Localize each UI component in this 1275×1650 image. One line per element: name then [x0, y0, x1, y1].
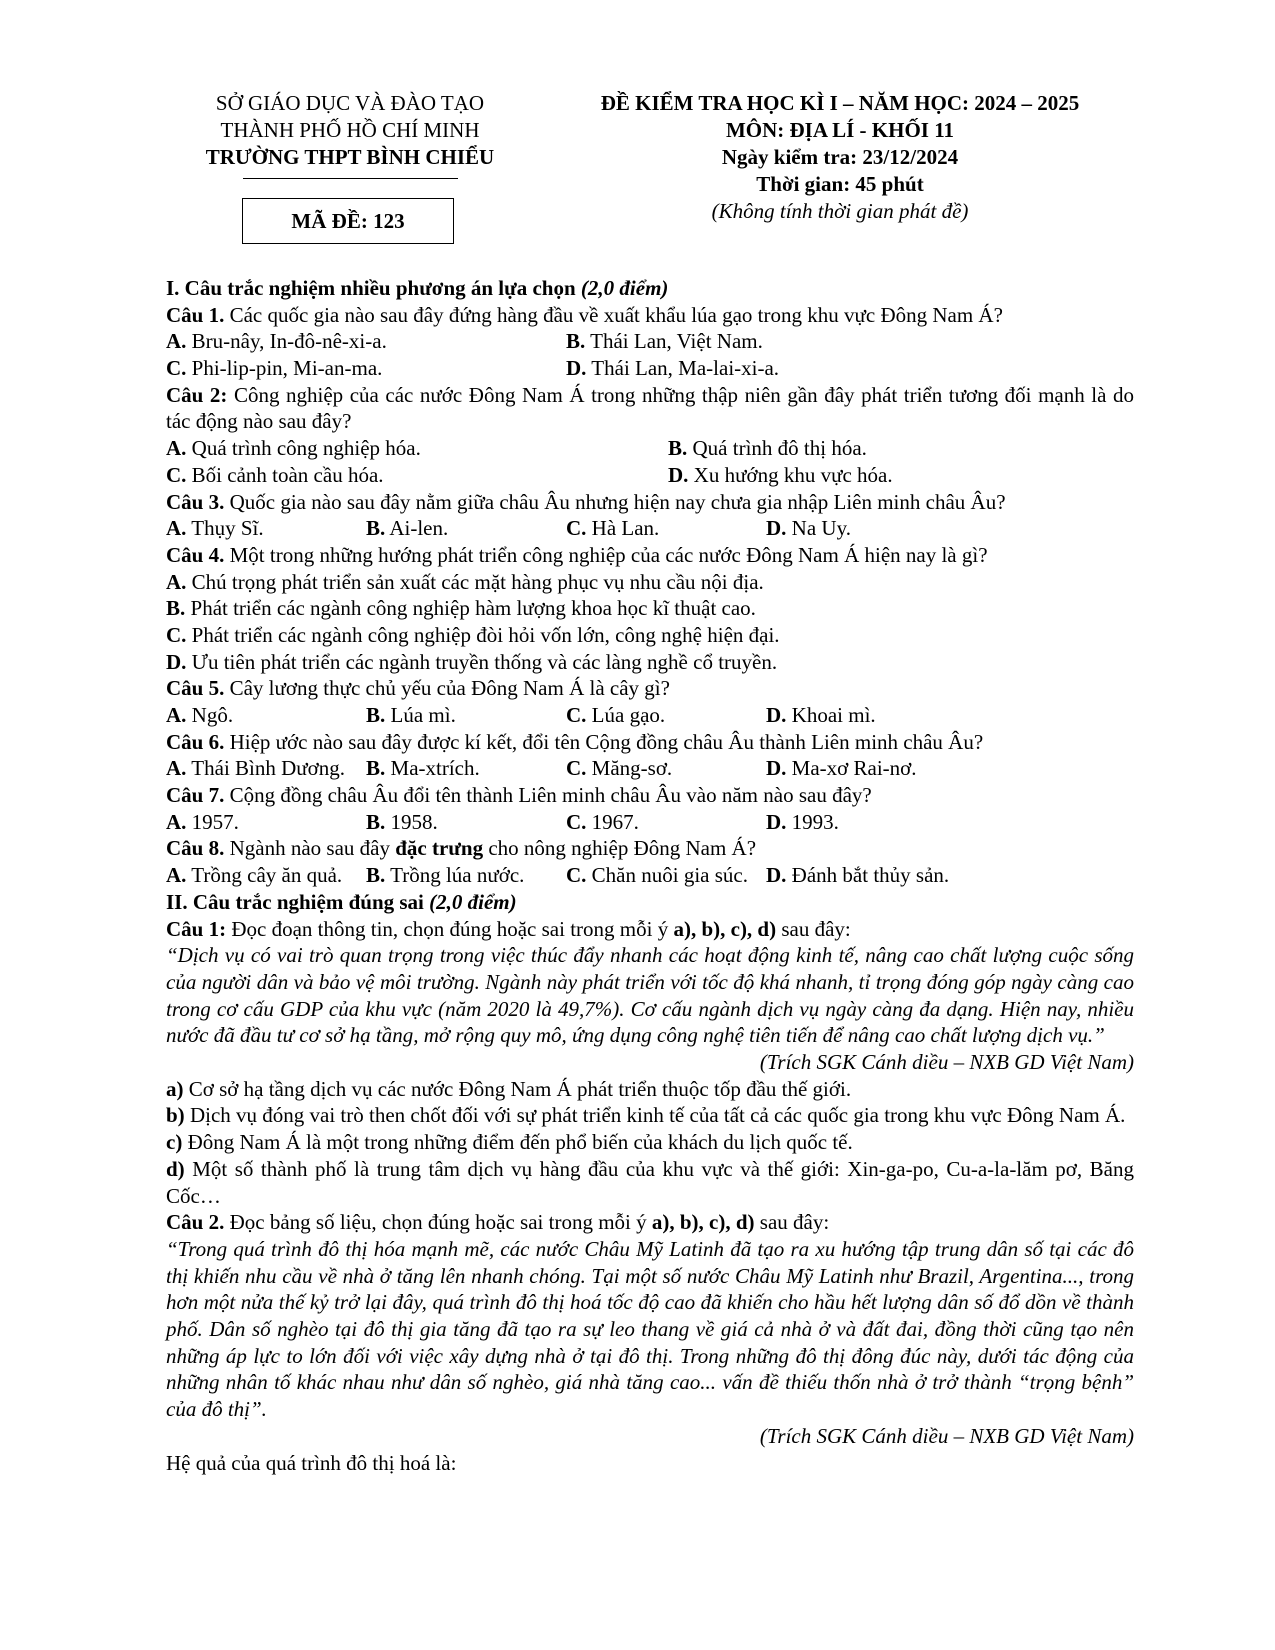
- header-left: [170, 90, 530, 179]
- exam-title: ĐỀ KIỂM TRA HỌC KÌ I – NĂM HỌC: 2024 – 2025: [600, 91, 1080, 115]
- header-divider: [243, 178, 458, 179]
- question-1: Câu 1. Các quốc gia nào sau đây đứng hàng đầu về xuất khẩu lúa gạo trong khu vực Đông Nam Á?: [166, 302, 1003, 327]
- part2-title: II. Câu trắc nghiệm đúng sai (2,0 điểm): [166, 889, 517, 914]
- question-4-option-a: A. Chú trọng phát triển sản xuất các mặt hàng phục vụ nhu cầu nội địa.: [166, 569, 764, 594]
- question-4-option-b: B. Phát triển các ngành công nghiệp hàm lượng khoa học kĩ thuật cao.: [166, 596, 756, 621]
- question-4-option-c: C. Phát triển các ngành công nghiệp đòi hỏi vốn lớn, công nghệ hiện đại.: [166, 622, 780, 647]
- part2-question-2-source: (Trích SGK Cánh diều – NXB GD Việt Nam): [759, 1423, 1134, 1448]
- part2-question-1-item-a: a) Cơ sở hạ tầng dịch vụ các nước Đông Nam Á phát triển thuộc tốp đầu thế giới.: [166, 1076, 852, 1101]
- school-name: TRƯỜNG THPT BÌNH CHIỂU: [205, 145, 495, 169]
- question-7-options: A. 1957. B. 1958. C. 1967. D. 1993.: [166, 809, 839, 834]
- question-8: Câu 8. Ngành nào sau đây đặc trưng cho nông nghiệp Đông Nam Á?: [166, 836, 757, 861]
- part2-question-2-quote: “Trong quá trình đô thị hóa mạnh mẽ, các nước Châu Mỹ Latinh đã tạo ra xu hướng tập trung dân số tại các đô thị khiến nhu cầu về nhà ở tăng lên nhanh chóng. Tại một số nước Châu Mỹ Latinh như Brazil, Argentina..., trong hơn một nửa thế kỷ trở lại đây, quá trình đô thị hoá tốc độ cao đã khiến cho hầu hết lượng dân số đổ dồn về thành phố. Dân số nghèo tại đô thị gia tăng đã tạo ra sự leo thang về giá cả nhà ở và đất đai, đồng thời cũng tạo nên những áp lực to lớn đối với việc xây dựng nhà ở tại đô thị. Trong những đô thị đông đúc này, dưới tác động của những nhân tố khác nhau như dân số nghèo, giá nhà tăng cao... vấn đề thiếu thốn nhà ở trở thành “trọng bệnh” của đô thị”.: [166, 1236, 1134, 1422]
- exam-note: (Không tính thời gian phát đề): [711, 199, 969, 223]
- part2-question-1-item-b: b) Dịch vụ đóng vai trò then chốt đối với sự phát triển kinh tế của tất cả các quốc gia trong khu vực Đông Nam Á.: [166, 1103, 1126, 1128]
- part2-question-1: Câu 1: Đọc đoạn thông tin, chọn đúng hoặc sai trong mỗi ý a), b), c), d) sau đây:: [166, 916, 851, 941]
- question-3-options: A. Thụy Sĩ. B. Ai-len. C. Hà Lan. D. Na Uy.: [166, 516, 851, 541]
- part2-question-1-item-c: c) Đông Nam Á là một trong những điểm đến phổ biến của khách du lịch quốc tế.: [166, 1130, 853, 1155]
- part2-question-1-source: (Trích SGK Cánh diều – NXB GD Việt Nam): [759, 1050, 1134, 1075]
- question-6: Câu 6. Hiệp ước nào sau đây được kí kết, đổi tên Cộng đồng châu Âu thành Liên minh châu Âu?: [166, 729, 984, 754]
- question-2-options-row2: C. Bối cảnh toàn cầu hóa. D. Xu hướng khu vực hóa.: [166, 462, 893, 487]
- exam-subject: MÔN: ĐỊA LÍ - KHỐI 11: [725, 118, 955, 142]
- department-line1: SỞ GIÁO DỤC VÀ ĐÀO TẠO: [215, 91, 485, 115]
- header-right: [560, 90, 1120, 225]
- question-5-options: A. Ngô. B. Lúa mì. C. Lúa gạo. D. Khoai mì.: [166, 703, 876, 728]
- question-5: Câu 5. Cây lương thực chủ yếu của Đông Nam Á là cây gì?: [166, 676, 670, 701]
- part2-question-2: Câu 2. Đọc bảng số liệu, chọn đúng hoặc sai trong mỗi ý a), b), c), d) sau đây:: [166, 1210, 830, 1235]
- question-4-option-d: D. Ưu tiên phát triển các ngành truyền thống và các làng nghề cổ truyền.: [166, 649, 778, 674]
- exam-content: [166, 275, 1134, 1476]
- question-4: Câu 4. Một trong những hướng phát triển công nghiệp của các nước Đông Nam Á hiện nay là gì?: [166, 542, 988, 567]
- exam-code-box: MÃ ĐỀ: 123: [242, 198, 454, 244]
- department-line2: THÀNH PHỐ HỒ CHÍ MINH: [220, 118, 480, 142]
- question-3: Câu 3. Quốc gia nào sau đây nằm giữa châu Âu nhưng hiện nay chưa gia nhập Liên minh châu Âu?: [166, 489, 1006, 514]
- part1-title: I. Câu trắc nghiệm nhiều phương án lựa chọn (2,0 điểm): [166, 276, 669, 300]
- question-1-options-row1: A. Bru-nây, In-đô-nê-xi-a. B. Thái Lan, Việt Nam.: [166, 329, 763, 354]
- part2-question-2-consequence: Hệ quả của quá trình đô thị hoá là:: [166, 1450, 457, 1475]
- question-7: Câu 7. Cộng đồng châu Âu đổi tên thành Liên minh châu Âu vào năm nào sau đây?: [166, 783, 872, 808]
- question-6-options: A. Thái Bình Dương. B. Ma-xtrích. C. Măng-sơ. D. Ma-xơ Rai-nơ.: [166, 756, 917, 781]
- question-2-options-row1: A. Quá trình công nghiệp hóa. B. Quá trình đô thị hóa.: [166, 436, 867, 461]
- exam-date: Ngày kiểm tra: 23/12/2024: [721, 145, 959, 169]
- exam-duration: Thời gian: 45 phút: [756, 172, 924, 196]
- part2-question-1-item-d: d) Một số thành phố là trung tâm dịch vụ hàng đầu của khu vực và thế giới: Xin-ga-po, Cu-a-la-lăm pơ, Băng Cốc…: [166, 1156, 1134, 1208]
- question-1-options-row2: C. Phi-lip-pin, Mi-an-ma. D. Thái Lan, Ma-lai-xi-a.: [166, 356, 780, 381]
- part2-question-1-quote: “Dịch vụ có vai trò quan trọng trong việc thúc đẩy nhanh các hoạt động kinh tế, nâng cao chất lượng cuộc sống của người dân và bảo vệ môi trường. Ngành này phát triển với tốc độ khá nhanh, tỉ trọng đóng góp ngày càng cao trong cơ cấu GDP của khu vực (năm 2020 là 49,7%). Cơ cấu ngành dịch vụ ngày càng đa dạng. Hiện nay, nhiều nước đã đầu tư cơ sở hạ tầng, mở rộng quy mô, ứng dụng công nghệ tiên tiến để nâng cao chất lượng dịch vụ.”: [166, 943, 1134, 1048]
- question-2: Câu 2: Công nghiệp của các nước Đông Nam Á trong những thập niên gần đây phát triển tương đối mạnh là do tác động nào sau đây?: [166, 382, 1134, 434]
- question-8-options: A. Trồng cây ăn quả. B. Trồng lúa nước. C. Chăn nuôi gia súc. D. Đánh bắt thủy sản.: [166, 863, 950, 888]
